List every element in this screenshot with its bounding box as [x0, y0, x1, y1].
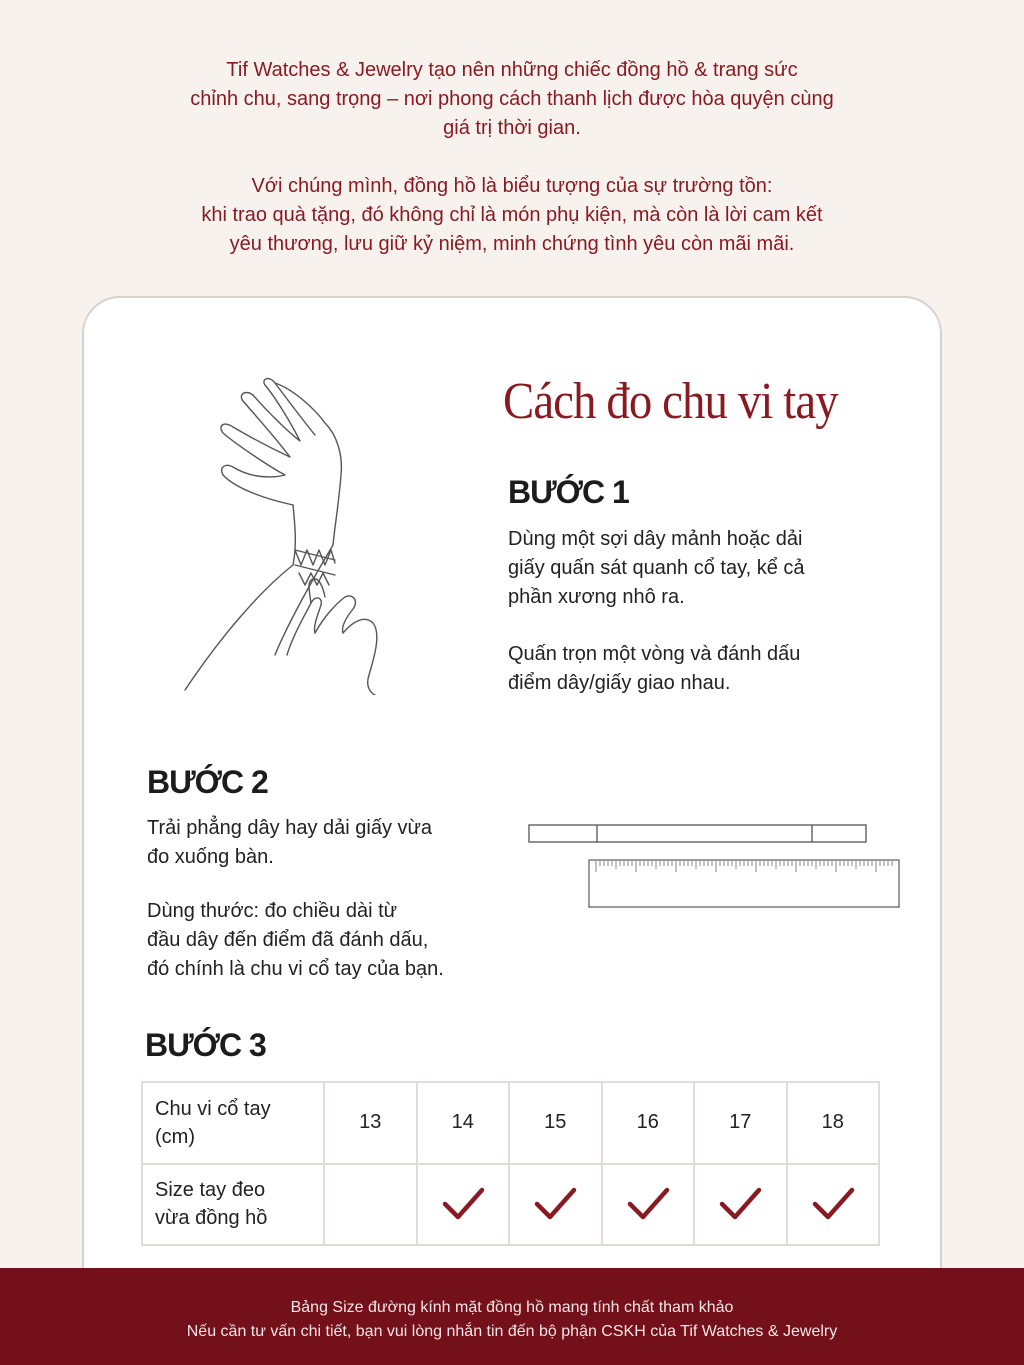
table-row	[142, 1164, 879, 1246]
size-cell: 13	[324, 1082, 417, 1164]
checkmark-icon	[809, 1184, 857, 1224]
step3-heading: BƯỚC 3	[145, 1027, 266, 1063]
checkmark-icon	[531, 1184, 579, 1224]
fit-cell	[787, 1164, 880, 1246]
size-cell: 16	[602, 1082, 695, 1164]
row-label-fit: Size tay đeo vừa đồng hồ	[142, 1164, 324, 1246]
intro-line: Tif Watches & Jewelry tạo nên những chiếc đồng hồ & trang sức	[226, 59, 798, 81]
fit-cell	[417, 1164, 510, 1246]
table-row	[142, 1082, 879, 1164]
step1-text-1: Dùng một sợi dây mảnh hoặc dải giấy quấn sát quanh cổ tay, kể cả phần xương nhô ra.	[508, 528, 805, 608]
fit-cell	[694, 1164, 787, 1246]
intro-line: chỉnh chu, sang trọng – nơi phong cách thanh lịch được hòa quyện cùng	[190, 88, 834, 110]
row-label-wrist: Chu vi cổ tay (cm)	[142, 1082, 324, 1164]
checkmark-icon	[439, 1184, 487, 1224]
fit-cell	[509, 1164, 602, 1246]
intro-line: giá trị thời gian.	[443, 117, 581, 139]
fit-cell	[602, 1164, 695, 1246]
step1-heading: BƯỚC 1	[508, 474, 629, 510]
intro-line: yêu thương, lưu giữ kỷ niệm, minh chứng tình yêu còn mãi mãi.	[229, 233, 795, 255]
intro-line: khi trao quà tặng, đó không chỉ là món phụ kiện, mà còn là lời cam kết	[201, 204, 823, 226]
size-table	[141, 1081, 880, 1246]
intro-text	[0, 56, 1024, 259]
page-title: Cách đo chu vi tay	[503, 373, 838, 430]
size-cell: 18	[787, 1082, 880, 1164]
footer-line: Nếu cần tư vấn chi tiết, bạn vui lòng nhắn tin đến bộ phận CSKH của Tif Watches & Jewelry	[186, 1323, 838, 1340]
ruler	[589, 860, 899, 907]
size-cell: 15	[509, 1082, 602, 1164]
checkmark-icon	[716, 1184, 764, 1224]
step2-text-2: Dùng thước: đo chiều dài từ đầu dây đến điểm đã đánh dấu, đó chính là chu vi cổ tay của bạn.	[147, 900, 444, 980]
checkmark-icon	[624, 1184, 672, 1224]
fit-cell	[324, 1164, 417, 1246]
size-cell: 17	[694, 1082, 787, 1164]
size-cell: 14	[417, 1082, 510, 1164]
intro-line: Với chúng mình, đồng hồ là biểu tượng của sự trường tồn:	[251, 175, 773, 197]
hand-measuring-illustration	[175, 375, 390, 695]
footer	[0, 1268, 1024, 1365]
step1-text-2: Quấn trọn một vòng và đánh dấu điểm dây/giấy giao nhau.	[508, 643, 801, 694]
step2-text-1: Trải phẳng dây hay dải giấy vừa đo xuống bàn.	[147, 817, 433, 868]
footer-line: Bảng Size đường kính mặt đồng hồ mang tính chất tham khảo	[290, 1299, 734, 1316]
paper-strip	[529, 825, 866, 842]
step2-heading: BƯỚC 2	[147, 764, 268, 800]
strip-and-ruler-illustration	[526, 820, 906, 912]
